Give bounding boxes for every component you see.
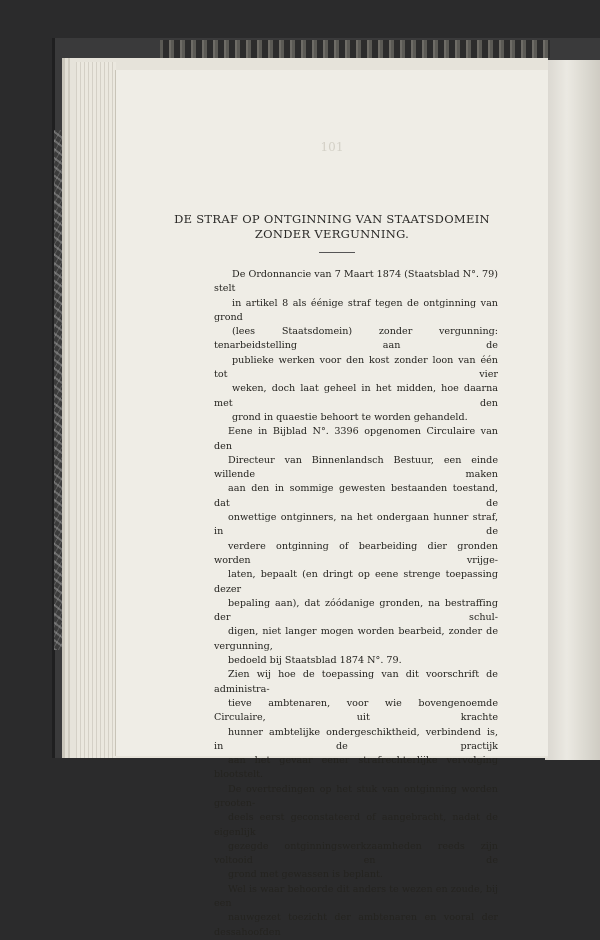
text-line: verdere ontginning of bearbeiding dier gronden worden vrijge- bbox=[214, 540, 498, 566]
text-line: laten, bepaalt (en dringt op eene strenge toepassing dezer bbox=[214, 569, 498, 595]
title-line-1: DE STRAF OP ONTGINNING VAN STAATSDOMEIN bbox=[174, 212, 490, 226]
paragraph bbox=[214, 883, 498, 940]
paragraph bbox=[214, 668, 498, 782]
text-line: digen, niet langer mogen worden bearbeid, zonder de vergunning, bbox=[214, 626, 498, 652]
text-line: Wel is waar behoorde dit anders te wezen en zoude, bij een bbox=[214, 883, 498, 910]
text-line: De overtredingen op het stuk van ontginning worden grooten- bbox=[214, 783, 498, 809]
text-line: tieve ambtenaren, voor wie bovengenoemde Circulaire, uit krachte bbox=[214, 697, 498, 724]
facing-page-edge bbox=[545, 60, 600, 760]
chapter-title bbox=[116, 212, 548, 242]
page-number: 101 bbox=[320, 140, 344, 154]
text-line: Directeur van Binnenlandsch Bestuur, een einde willende maken bbox=[214, 454, 498, 481]
text-line: (lees Staatsdomein) zonder vergunning: tenarbeidstelling aan de bbox=[214, 326, 498, 352]
paragraph bbox=[214, 268, 498, 425]
text-line: hunner ambtelijke ondergeschiktheid, verbindend is, in de practijk bbox=[214, 726, 498, 752]
title-line-2: ZONDER VERGUNNING. bbox=[254, 227, 410, 241]
text-line: in artikel 8 als éénige straf tegen de ontginning van grond bbox=[214, 297, 498, 323]
text-line: Zien wij hoe de toepassing van dit voorschrift de administra- bbox=[214, 669, 498, 695]
book-spine-edge bbox=[160, 40, 550, 58]
title-divider bbox=[319, 252, 355, 253]
text-line: onwettige ontginners, na het ondergaan hunner straf, in de bbox=[214, 512, 498, 538]
paragraph bbox=[214, 425, 498, 668]
text-line: bedoeld bij Staatsblad 1874 N°. 79. bbox=[228, 655, 402, 667]
text-line: aan den in sommige gewesten bestaanden toestand, dat de bbox=[214, 483, 498, 509]
text-line: publieke werken voor den kost zonder loon van één tot vier bbox=[214, 354, 498, 381]
text-line: nauwgezet toezicht der ambtenaren en vooral der dessahoofden bbox=[214, 912, 498, 938]
text-line: Eene in Bijblad N°. 3396 opgenomen Circulaire van den bbox=[214, 426, 498, 452]
text-line: gezegde ontginningswerkzaamheden reeds zijn voltooid en de bbox=[214, 840, 498, 867]
text-line: grond in quaestie behoort te worden gehandeld. bbox=[232, 411, 468, 423]
text-line: De Ordonnancie van 7 Maart 1874 (Staatsblad N°. 79) stelt bbox=[214, 269, 498, 295]
body-text bbox=[214, 268, 498, 940]
text-line: weken, doch laat geheel in het midden, hoe daarna met den bbox=[214, 383, 498, 409]
paragraph bbox=[214, 783, 498, 883]
book-page bbox=[116, 70, 548, 938]
text-line: grond met gewassen is beplant. bbox=[228, 869, 383, 881]
text-line: bepaling aan), dat zóódanige gronden, na bestraffing der schul- bbox=[214, 597, 498, 624]
text-line: deels eerst geconstateerd of aangebracht, nadat de eigenlijk bbox=[214, 812, 498, 838]
text-line: aan het gevaar eener strafrechterlijke vervolging blootstelt. bbox=[214, 755, 498, 781]
